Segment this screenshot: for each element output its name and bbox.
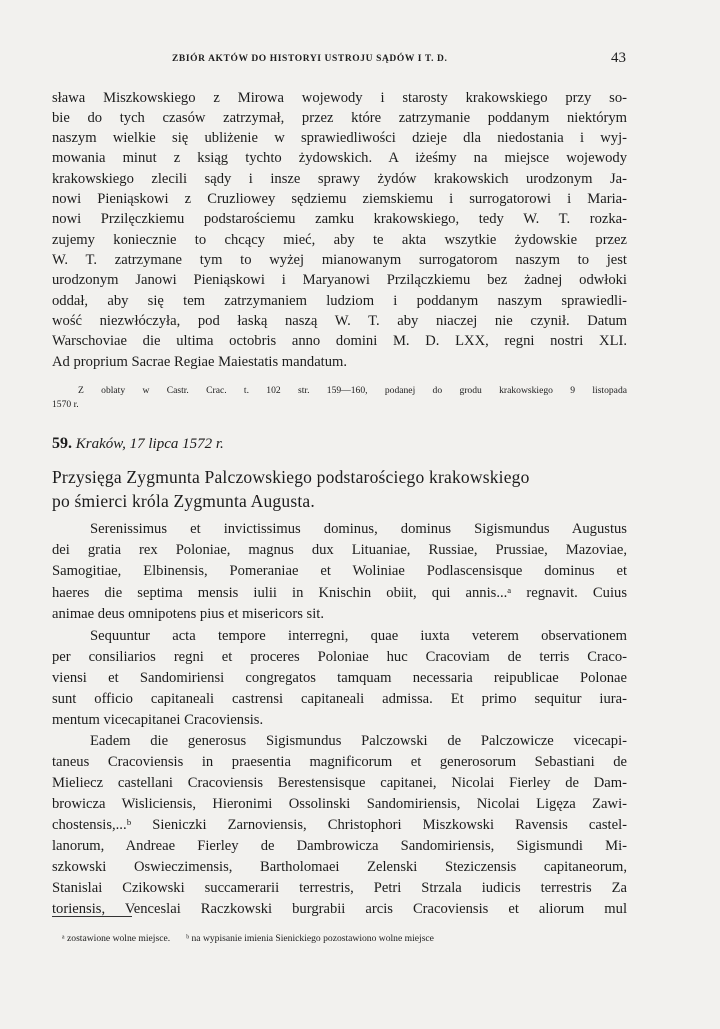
text-line: Mieliecz castellani Cracoviensis Berestensisque capitanei, Nicolai Fierley de Dam- (52, 775, 627, 791)
text-line: szkowski Oswieczimensis, Bartholomaei Zelenski Steziczensis capitaneorum, (52, 859, 627, 875)
text-line: zujemy koniecznie to chcący mieć, aby te akta wszytkie żydowskie przez (52, 232, 627, 248)
text-line: bie do tych czasów zatrzymał, przez które zatrzymanie poddanym niektórym (52, 110, 627, 126)
text-line: nowi Pieniąskowi z Cruzliowey sędziemu ziemskiemu i surrogatorowi i Maria- (52, 191, 627, 207)
footnote-b: ᵇ na wypisanie imienia Sienickiego pozostawiono wolne miejsce (186, 933, 434, 944)
text-line: Sequuntur acta tempore interregni, quae iuxta veterem observationem (90, 628, 627, 644)
running-head: ZBIÓR AKTÓW DO HISTORYI USTROJU SĄDÓW I T. D. (172, 54, 448, 64)
text-line: taneus Cracoviensis in praesentia magnificorum et generosorum Sebastiani de (52, 754, 627, 770)
text-line: per consiliarios regni et proceres Poloniae huc Cracoviam de terris Craco- (52, 649, 627, 665)
footnote-a: ᵃ zostawione wolne miejsce. (62, 933, 171, 944)
text-line: Serenissimus et invictissimus dominus, dominus Sigismundus Augustus (90, 521, 627, 537)
text-line: oddał, aby się tem zatrzymaniem ludziom i poddanym naszym sprawiedli- (52, 293, 627, 309)
text-line: sława Miszkowskiego z Mirowa wojewody i starosty krakowskiego przy so- (52, 90, 627, 106)
text-line: Eadem die generosus Sigismundus Palczowski de Palczowicze vicecapi- (90, 733, 627, 749)
text-line: wość niezwłóczyła, pod łaską naszą W. T. aby niaczej nie czynił. Datum (52, 313, 627, 329)
text-line: lanorum, Andreae Fierley de Dambrowicza Sandomiriensis, Sigismundi Mi- (52, 838, 627, 854)
text-line: haeres die septima mensis iulii in Knischin obiit, qui annis...ᵃ regnavit. Cuius (52, 585, 627, 601)
doc-date: Kraków, 17 lipca 1572 r. (75, 436, 224, 452)
text-line: Samogitiae, Elbinensis, Pomeraniae et Woliniae Podlascensisque dominus et (52, 563, 627, 579)
source-note: 1570 r. (52, 399, 79, 410)
text-line: W. T. zatrzymane tym to wyżej mianowanym surrogatorom naszym to jest (52, 252, 627, 268)
text-line: mentum vicecapitanei Cracoviensis. (52, 712, 264, 728)
text-line: animae deus omnipotens pius et misericors sit. (52, 606, 324, 622)
text-line: naszym wielkie się ubliżenie w sprawiedliwości dzieje dla niedostania i wyj- (52, 130, 627, 146)
text-line: krakowskiego zlecili sądy i insze sprawy żydów krakowskich urodzonym Ja- (52, 171, 627, 187)
text-line: dei gratia rex Poloniae, magnus dux Lituaniae, Russiae, Prussiae, Mazoviae, (52, 542, 627, 558)
page-number: 43 (611, 50, 626, 66)
text-line: sunt officio capitaneali castrensi capitaneali admissa. Et primo sequitur iura- (52, 691, 627, 707)
text-line: browicza Wisliciensis, Hieronimi Ossolinski Sandomiriensis, Nicolai Ligęza Zawi- (52, 796, 627, 812)
text-line: toriensis, Venceslai Raczkowski burgrabii arcis Cracoviensis et aliorum mul (52, 901, 627, 917)
doc-heading (52, 434, 627, 454)
source-note: Z oblaty w Castr. Crac. t. 102 str. 159—160, podanej do grodu krakowskiego 9 listopada (78, 385, 627, 396)
text-line: nowi Przilęczkiemu podstarościemu zamku krakowskiego, tedy W. T. rozka- (52, 211, 627, 227)
text-line: Stanislai Czikowski succamerarii terrestris, Petri Strzala iudicis terrestris Za (52, 880, 627, 896)
footnotes (62, 933, 632, 944)
text-line: mowania minut z ksiąg tychto żydowskich. A iżeśmy na miejsce wojewody (52, 150, 627, 166)
doc-title: Przysięga Zygmunta Palczowskiego podstarościego krakowskiego (52, 467, 530, 487)
doc-number: 59. (52, 435, 72, 452)
text-line: Ad proprium Sacrae Regiae Maiestatis mandatum. (52, 354, 348, 370)
text-line: chostensis,...ᵇ Sieniczki Zarnoviensis, Christophori Miszkowski Ravensis castel- (52, 817, 627, 833)
footnote-divider (52, 916, 132, 917)
text-line: urodzonym Janowi Pieniąskowi i Maryanowi Przilączkiemu bez żadnej odwłoki (52, 272, 627, 288)
text-line: Warschoviae die ultima octobris anno domini M. D. LXX, regni nostri XLI. (52, 333, 627, 349)
doc-title: po śmierci króla Zygmunta Augusta. (52, 491, 315, 511)
text-line: viensi et Sandomiriensi congregatos tamquam necessaria reipublicae Polonae (52, 670, 627, 686)
